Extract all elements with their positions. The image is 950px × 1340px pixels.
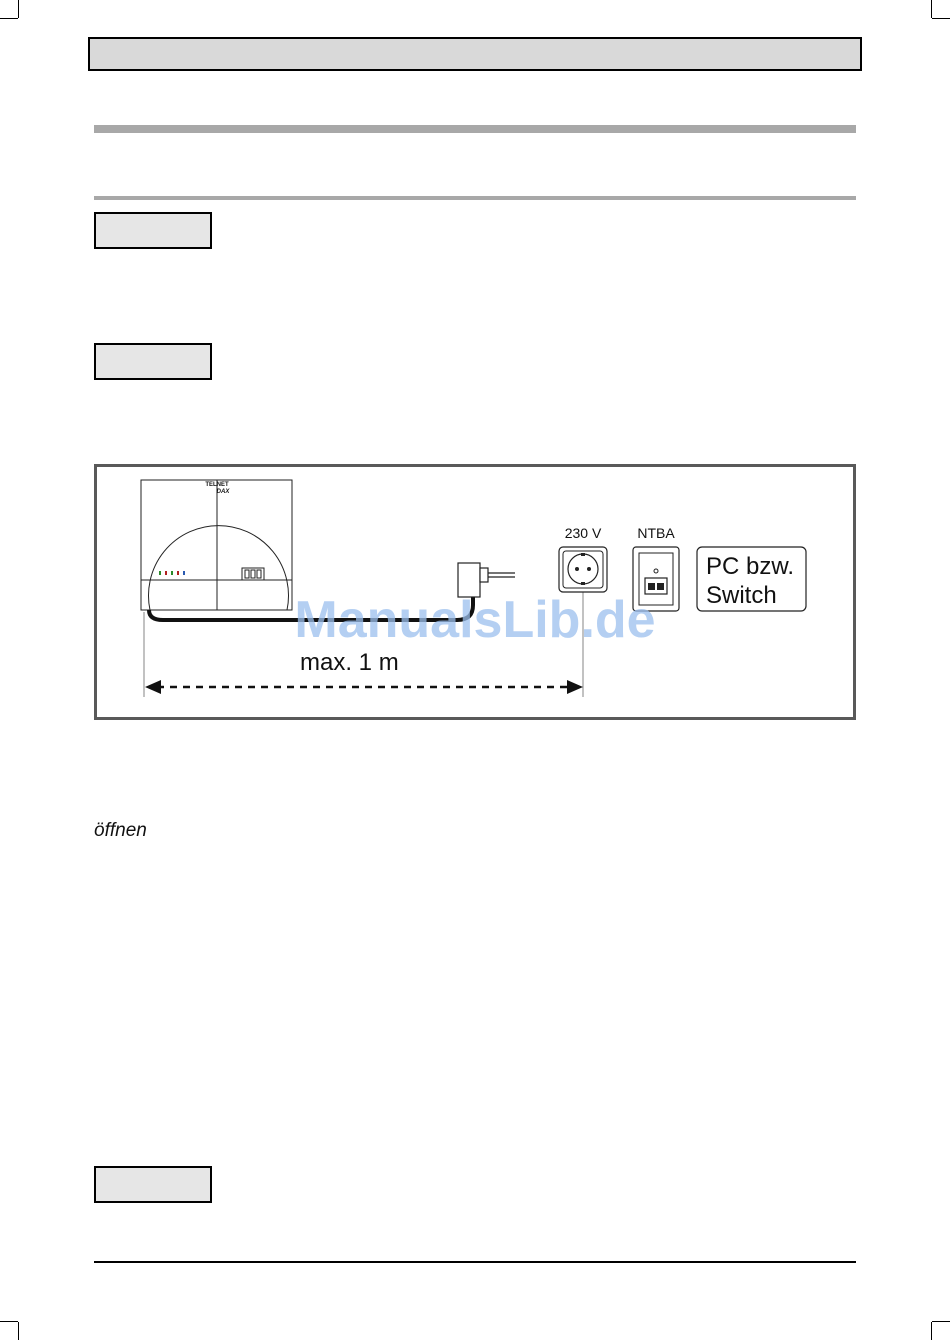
voltage-label: 230 V xyxy=(564,525,602,541)
crop-mark-bottom-right-v xyxy=(931,1322,932,1340)
arrow-left-icon xyxy=(145,680,161,694)
installation-diagram xyxy=(97,467,853,717)
crop-mark-top-right-v xyxy=(931,0,932,18)
footer-rule xyxy=(94,1261,856,1263)
margin-label-box-1 xyxy=(94,212,212,249)
page-header-bar xyxy=(88,37,862,71)
watermark-text: ManualsLib.de xyxy=(294,591,656,649)
ports-icon xyxy=(242,568,264,580)
crop-mark-top-left-v xyxy=(18,0,19,18)
pc-label-line1: PC bzw. xyxy=(706,553,795,580)
crop-mark-bottom-left-h xyxy=(0,1321,18,1322)
crop-mark-bottom-right-h xyxy=(932,1321,950,1322)
telephone-system-unit xyxy=(141,480,292,610)
power-socket-icon xyxy=(559,547,607,592)
body-text-oeffnen: öffnen xyxy=(94,820,147,841)
crop-mark-top-left-h xyxy=(0,18,18,19)
section-rule-thick xyxy=(94,125,856,133)
section-rule-thin xyxy=(94,196,856,200)
arrow-right-icon xyxy=(567,680,583,694)
crop-mark-bottom-left-v xyxy=(18,1322,19,1340)
brand-top-label: TELNET xyxy=(205,482,229,488)
distance-label: max. 1 m xyxy=(300,649,399,676)
crop-mark-top-right-h xyxy=(932,18,950,19)
pc-label-line2: Switch xyxy=(706,582,777,609)
margin-label-box-3 xyxy=(94,1166,212,1203)
margin-label-box-2 xyxy=(94,343,212,380)
pc-switch-box xyxy=(697,547,806,611)
installation-figure xyxy=(94,464,856,720)
ntba-label: NTBA xyxy=(637,525,675,541)
brand-bottom-label: DAX xyxy=(216,489,230,495)
